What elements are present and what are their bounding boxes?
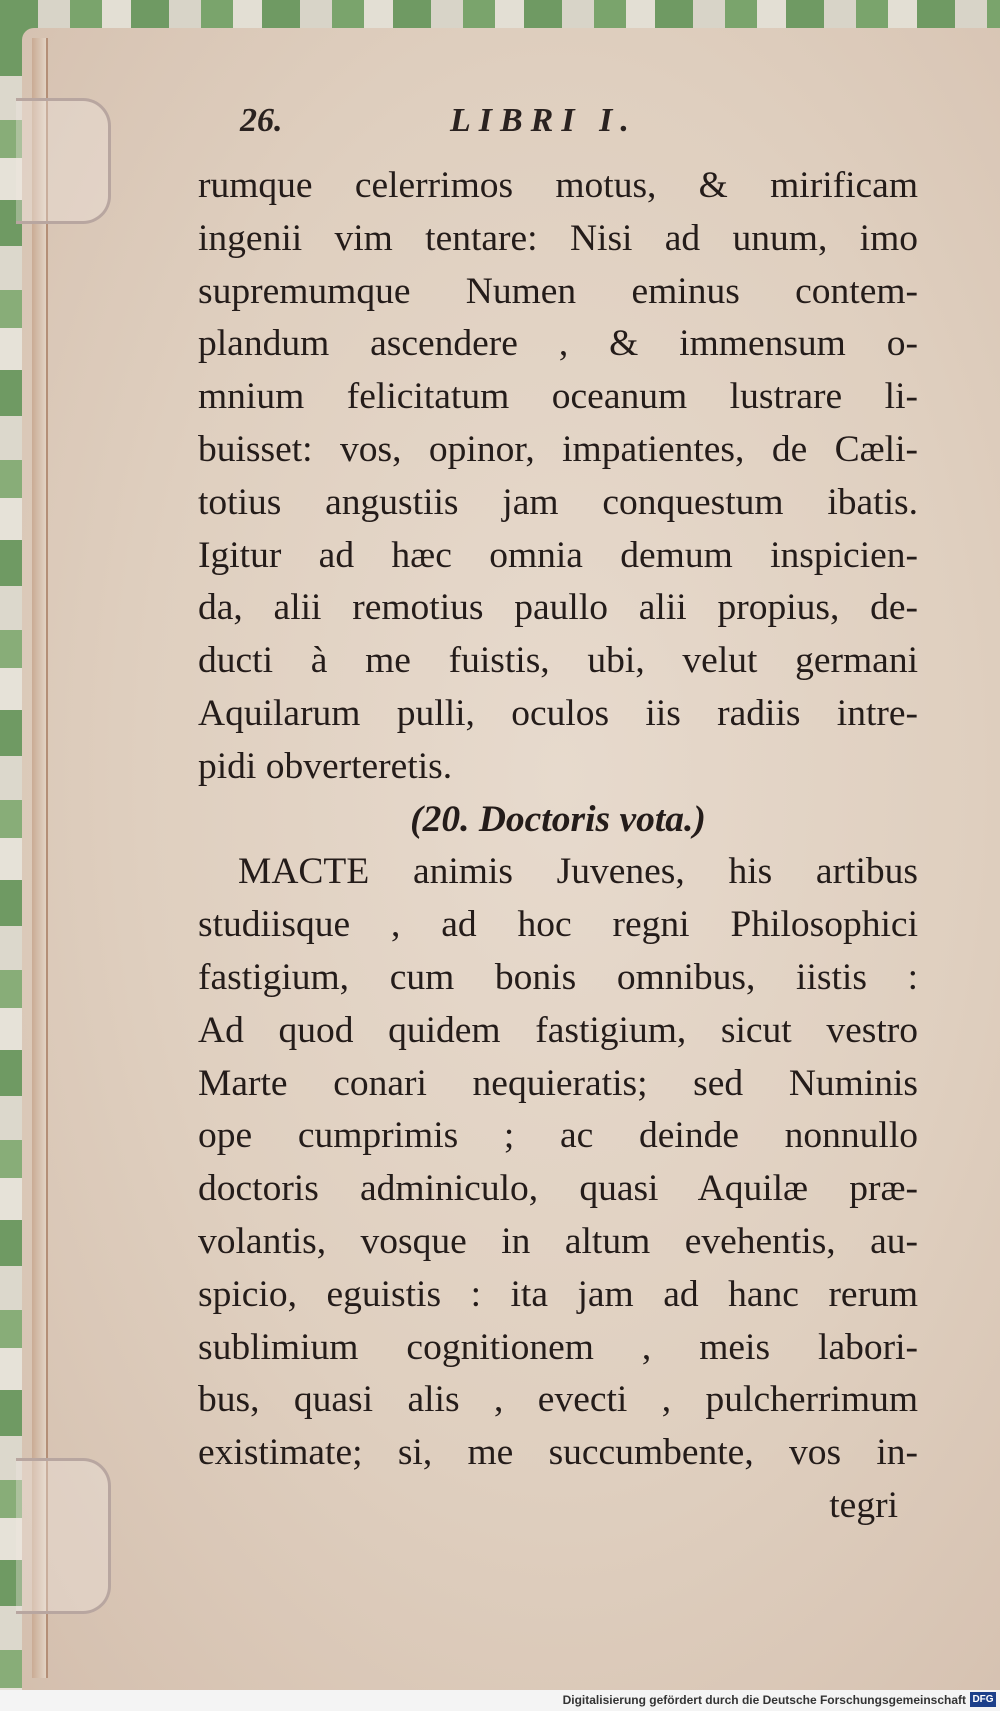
- text-line: mnium felicitatum oceanum lustrare li-: [198, 376, 918, 418]
- text-block: [198, 160, 918, 1533]
- page-header: [240, 90, 840, 150]
- text-line: doctoris adminiculo, quasi Aquilæ præ-: [198, 1168, 918, 1210]
- text-line: ingenii vim tentare: Nisi ad unum, imo: [198, 217, 918, 259]
- section-heading: (20. Doctoris vota.): [410, 798, 706, 840]
- text-line: supremumque Numen eminus contem-: [198, 270, 918, 312]
- text-line: Igitur ad hæc omnia demum inspicien-: [198, 534, 918, 576]
- text-line: existimate; si, me succumbente, vos in-: [198, 1432, 918, 1474]
- text-line: bus, quasi alis , evecti , pulcherrimum: [198, 1379, 918, 1421]
- page-clip-top: [16, 98, 111, 224]
- text-line: rumque celerrimos motus, & mirificam: [198, 165, 918, 206]
- text-line: plandum ascendere , & immensum o-: [198, 323, 918, 365]
- dfg-logo: DFG: [970, 1692, 996, 1707]
- text-line: fastigium, cum bonis omnibus, iistis :: [198, 956, 918, 998]
- text-line: totius angustiis jam conquestum ibatis.: [198, 481, 918, 523]
- text-line: sublimium cognitionem , meis labori-: [198, 1326, 918, 1368]
- text-line: pidi obverteretis.: [198, 745, 453, 787]
- marbled-edge-left: [0, 30, 22, 1690]
- text-line: Ad quod quidem fastigium, sicut vestro: [198, 1009, 918, 1051]
- text-line: Aquilarum pulli, oculos iis radiis intre-: [198, 692, 918, 734]
- text-line: studiisque , ad hoc regni Philosophici: [198, 904, 918, 946]
- text-line: spicio, eguistis : ita jam ad hanc rerum: [198, 1273, 918, 1315]
- text-line: da, alii remotius paullo alii propius, de-: [198, 587, 918, 629]
- running-head: LIBRI I.: [450, 102, 637, 139]
- catchword: tegri: [829, 1484, 898, 1526]
- funding-credit: Digitalisierung gefördert durch die Deutsche Forschungsgemeinschaft: [562, 1693, 966, 1707]
- text-line: ope cumprimis ; ac deinde nonnullo: [198, 1115, 918, 1157]
- text-line: buisset: vos, opinor, impatientes, de Cæli-: [198, 428, 918, 470]
- text-line: ducti à me fuistis, ubi, velut germani: [198, 640, 918, 682]
- text-line: Marte conari nequieratis; sed Numinis: [198, 1062, 918, 1104]
- text-line: MACTE animis Juvenes, his artibus: [238, 851, 918, 893]
- page-gutter: [32, 38, 48, 1678]
- page-number: 26.: [240, 102, 283, 139]
- digitization-footer: [0, 1690, 1000, 1711]
- text-line: volantis, vosque in altum evehentis, au-: [198, 1220, 918, 1262]
- page-clip-bottom: [16, 1458, 111, 1614]
